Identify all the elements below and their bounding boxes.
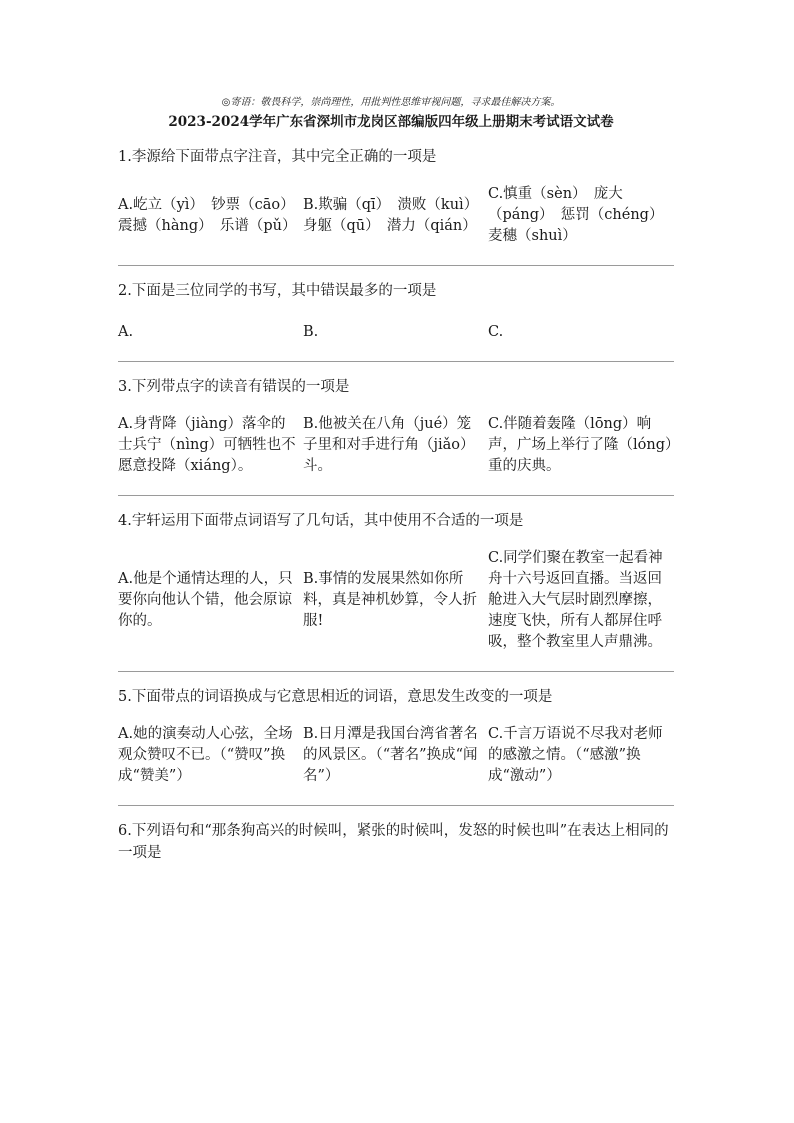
option-row <box>118 548 674 653</box>
option-b[interactable]: B.他被关在八角（jué）笼子里和对手进行角（jiǎo）斗。 <box>303 416 475 474</box>
question-5 <box>118 686 674 806</box>
question-stem: 2.下面是三位同学的书写，其中错误最多的一项是 <box>118 283 437 299</box>
question-2 <box>118 280 674 362</box>
question-stem: 6.下列语句和“那条狗高兴的时候叫，紧张的时候叫，发怒的时候也叫”在表达上相同的一项是 <box>118 823 669 861</box>
option-b[interactable]: B.事情的发展果然如你所料，真是神机妙算，令人折服! <box>303 571 477 629</box>
option-row <box>118 414 674 477</box>
option-a[interactable]: A.她的演奏动人心弦，全场观众赞叹不已。（“赞叹”换成“赞美”） <box>118 726 293 784</box>
option-c[interactable]: C. <box>488 324 504 340</box>
option-b[interactable]: B. <box>303 324 319 340</box>
option-c[interactable]: C.千言万语说不尽我对老师的感激之情。（“感激”换成“激动”） <box>488 726 663 784</box>
question-stem: 3.下列带点字的读音有错误的一项是 <box>118 379 350 395</box>
question-1 <box>118 146 674 266</box>
option-b[interactable]: B.日月潭是我国台湾省著名的风景区。（“著名”换成“闻名”） <box>303 726 478 784</box>
option-b[interactable]: B.欺骗（qī） 溃败（kuì） 身躯（qū） 潜力（qián） <box>303 196 486 234</box>
question-4 <box>118 510 674 672</box>
question-stem: 1.李源给下面带点字注音，其中完全正确的一项是 <box>118 149 437 165</box>
option-row <box>118 184 674 247</box>
option-c[interactable]: C.同学们聚在教室一起看神舟十六号返回直播。当返回舱进入大气层时剧烈摩擦，速度飞快，所有人都屏住呼吸，整个教室里人声鼎沸。 <box>488 550 663 650</box>
exam-page <box>118 96 674 864</box>
option-row <box>118 724 674 787</box>
option-c[interactable]: C.伴随着轰隆（lōng）响声，广场上举行了隆（lóng）重的庆典。 <box>488 416 673 474</box>
divider <box>118 361 674 362</box>
divider <box>118 265 674 266</box>
option-c[interactable]: C.慎重（sèn） 庞大（páng） 惩罚（chéng） 麦穗（shuì） <box>488 186 671 244</box>
option-a[interactable]: A.身背降（jiàng）落伞的士兵宁（nìng）可牺牲也不愿意投降（xiáng）。 <box>118 416 296 474</box>
option-row <box>118 322 674 343</box>
divider <box>118 805 674 806</box>
option-a[interactable]: A. <box>118 324 134 340</box>
divider <box>118 495 674 496</box>
option-a[interactable]: A.他是个通情达理的人，只要你向他认个错，他会原谅你的。 <box>118 571 293 629</box>
motto: ◎寄语：敬畏科学，崇尚理性，用批判性思维审视问题，寻求最佳解决方案。 <box>221 97 561 108</box>
exam-title: 2023-2024学年广东省深圳市龙岗区部编版四年级上册期末考试语文试卷 <box>168 114 614 130</box>
question-6 <box>118 820 674 864</box>
question-stem: 4.宇轩运用下面带点词语写了几句话，其中使用不合适的一项是 <box>118 513 524 529</box>
divider <box>118 671 674 672</box>
option-a[interactable]: A.屹立（yì） 钞票（cāo） 震撼（hàng） 乐谱（pǔ） <box>118 196 302 234</box>
question-3 <box>118 376 674 496</box>
question-stem: 5.下面带点的词语换成与它意思相近的词语，意思发生改变的一项是 <box>118 689 553 705</box>
